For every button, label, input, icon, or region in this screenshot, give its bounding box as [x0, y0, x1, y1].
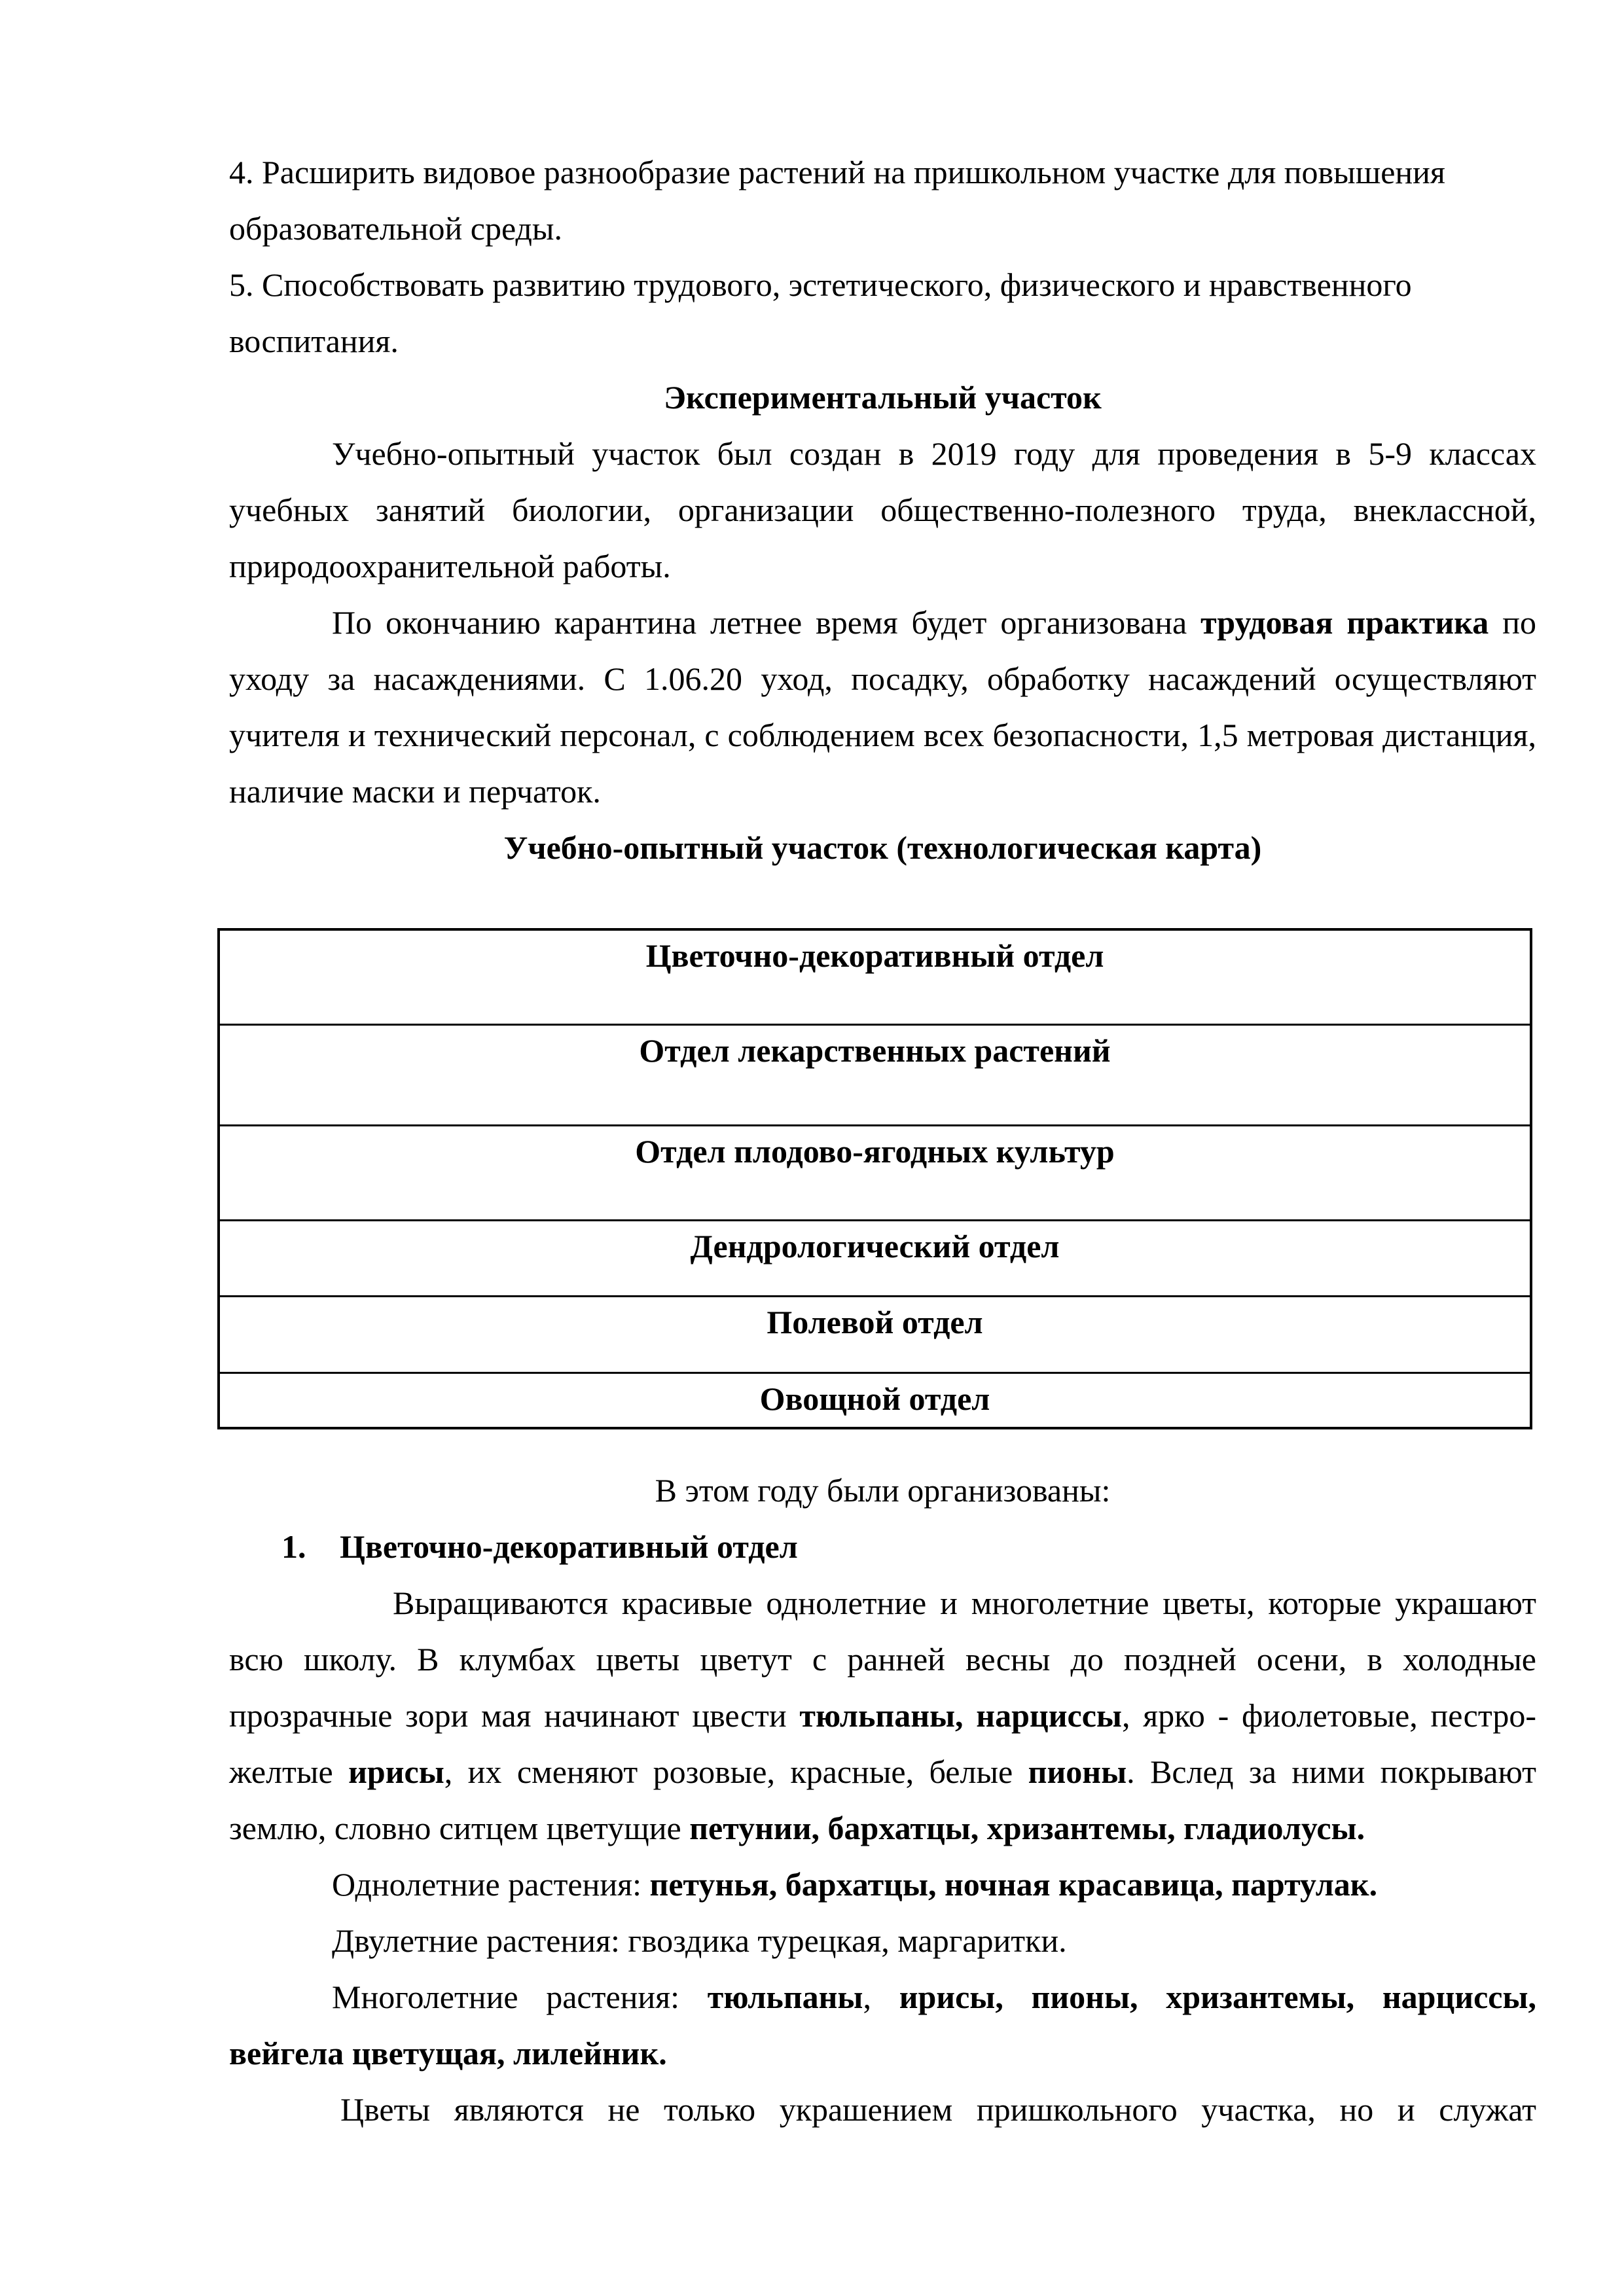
table-cell-medicinal-department: Отдел лекарственных растений [219, 1024, 1531, 1125]
text-run: , их сменяют розовые, красные, белые [444, 1753, 1028, 1790]
text-run: По окончанию карантина летнее время будет организована [332, 604, 1201, 641]
text-run: тюльпаны, нарциссы [799, 1697, 1122, 1734]
text-run: трудовая практика [1200, 604, 1489, 641]
heading-tech-map: Учебно-опытный участок (технологическая карта) [503, 829, 1262, 866]
document-content [229, 144, 1536, 2138]
table-row [219, 1296, 1531, 1372]
text-run: , [863, 1979, 899, 2015]
text-run: тюльпаны [707, 1979, 863, 2015]
text-run: . Вслед за ними покрывают землю, словно ситцем цветущие [229, 1753, 1536, 1846]
table-cell-fruit-berry-department: Отдел плодово-ягодных культур [219, 1125, 1531, 1220]
text-run: пионы [1028, 1753, 1127, 1790]
list-item-label: Цветочно-декоративный отдел [340, 1528, 798, 1565]
list-item-number: 1. [281, 1528, 306, 1565]
text-run: , ярко - фиолетовые, пестро-желтые [229, 1697, 1536, 1790]
table-row [219, 1024, 1531, 1125]
paragraph-flowers-description [229, 1575, 1536, 1856]
paragraph-flowers-purpose [229, 2081, 1536, 2138]
table-cell-vegetable-department: Овощной отдел [219, 1372, 1531, 1428]
paragraph-biennial-plants [229, 1912, 1536, 1969]
table-row [219, 1372, 1531, 1428]
text-run: ирисы, пионы, хризантемы, нарциссы, вейгела цветущая, лилейник. [229, 1979, 1536, 2072]
table-cell-field-department: Полевой отдел [219, 1296, 1531, 1372]
paragraph-goal-5 [229, 257, 1536, 369]
table-row [219, 1125, 1531, 1220]
text-run: по уходу за насаждениями. С 1.06.20 уход, посадку, обработку насаждений осуществляют учителя и технический персонал, с соблюдением всех безопасности, 1,5 метровая дистанция, наличие маски и перчаток. [229, 604, 1536, 810]
text-run: Двулетние растения: гвоздика турецкая, маргаритки. [332, 1922, 1067, 1959]
paragraph-organized-this-year: В этом году были организованы: [655, 1472, 1111, 1509]
list-item-flower-department [229, 1518, 1536, 1575]
text-run: Многолетние растения: [332, 1979, 708, 2015]
text-run: ирисы [348, 1753, 444, 1790]
text-run: 4. Расширить видовое разнообразие растений на пришкольном участке для повышения образовательной среды. [229, 154, 1445, 247]
paragraph-annual-plants [229, 1856, 1536, 1912]
text-run: Цветы являются не только украшением пришкольного участка, но и служат [340, 2091, 1536, 2128]
text-run: Учебно-опытный участок был создан в 2019 году для проведения в 5-9 классах учебных занятий биологии, организации общественно-полезного труда, внеклассной, природоохранительной работы. [229, 435, 1536, 584]
text-run: Выращиваются красивые однолетние и многолетние цветы, которые украшают всю школу. В клумбах цветы цветут с ранней весны до поздней осени, в холодные прозрачные зори мая начинают цвести [229, 1585, 1536, 1734]
paragraph-goal-4 [229, 144, 1536, 257]
text-run: петунии, бархатцы, хризантемы, гладиолусы. [689, 1810, 1365, 1846]
paragraph-quarantine-practice [229, 594, 1536, 819]
table-cell-flower-department: Цветочно-декоративный отдел [219, 929, 1531, 1024]
text-run: 5. Способствовать развитию трудового, эстетического, физического и нравственного воспитания. [229, 266, 1412, 359]
text-run: Однолетние растения: [332, 1866, 650, 1903]
paragraph-plot-history [229, 425, 1536, 594]
heading-experimental-plot: Экспериментальный участок [664, 379, 1102, 416]
table-row [219, 1220, 1531, 1296]
text-run: петунья, бархатцы, ночная красавица, партулак. [649, 1866, 1378, 1903]
paragraph-perennial-plants [229, 1969, 1536, 2081]
sections-table [217, 928, 1532, 1429]
table-cell-dendrology-department: Дендрологический отдел [219, 1220, 1531, 1296]
table-row [219, 929, 1531, 1024]
